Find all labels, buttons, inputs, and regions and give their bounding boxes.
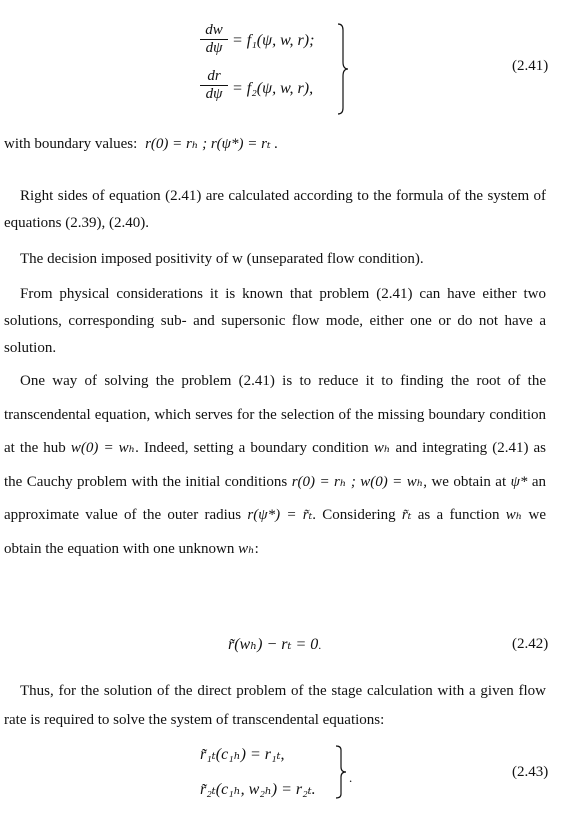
paragraph-right-sides: Right sides of equation (2.41) are calculated according to the formula of the system of equations (2.39), (2.40). [4,188,546,231]
equation-body [228,634,321,654]
inline-math: wₕ [238,540,255,557]
paragraph-physical: From physical considerations it is known that problem (2.41) can have either two solutions, corresponding sub- and supersonic flow mode, either one or do not have a solution. [4,286,546,356]
fraction-dr-dpsi [200,68,228,103]
equation-rhs-2: = f₂(ψ, w, r), [232,80,314,97]
paragraph-positivity: The decision imposed positivity of w (unseparated flow condition). [20,251,424,267]
equation-number: (2.42) [512,636,549,652]
equation-expression: r̃(wₕ) − rₜ = 0 [228,636,319,653]
inline-math: wₕ [505,507,523,523]
paragraph-text: an approximate value of the outer radius [4,473,547,523]
equation-period: . [349,770,353,785]
inline-math: r(0) = rₕ ; w(0) = wₕ [291,473,424,490]
fraction-numerator: dr [207,68,221,84]
paragraph-text: and integrating (2.41) as the Cauchy problem with the initial conditions [4,440,547,490]
inline-math: wₕ [373,440,391,456]
paragraph-text: we obtain the equation with one unknown [4,507,547,557]
equation-number: (2.41) [512,58,549,74]
paragraph-solving-method [4,365,546,566]
inline-math: r̃ₜ [401,507,412,523]
inline-math: ψ* [510,473,528,490]
paragraph-text: . Considering [312,507,396,523]
fraction-numerator: dw [205,22,223,38]
paragraph-thus: Thus, for the solution of the direct problem of the stage calculation with a given flow rate is required to solve the system of transcendental equations: [4,683,546,728]
paragraph-text: One way of solving the problem (2.41) is to reduce it to finding the root of the transcendental equation, which serves for the selection of the missing boundary condition at the hub [4,373,546,456]
equation-period: . [318,638,322,652]
right-brace-icon [336,22,350,116]
fraction-dw-dpsi [200,22,228,57]
equation-line-2: r̃₂ₜ(c₁ₕ, w₂ₕ) = r₂ₜ. [200,781,316,798]
paragraph-text: as a function [417,507,500,523]
paragraph-text: : [254,540,259,557]
boundary-math: r(0) = rₕ ; r(ψ*) = rₜ . [145,136,279,152]
paragraph-text: , we obtain at [423,473,507,490]
right-brace-icon [334,744,348,800]
paragraph-text: . Indeed, setting a boundary condition [135,440,369,456]
boundary-values-line [4,134,278,153]
equation-line-1: r̃₁ₜ(c₁ₕ) = r₁ₜ, [200,746,285,763]
fraction-denominator: dψ [205,40,223,56]
equation-number: (2.43) [512,764,549,780]
boundary-text: with boundary values: [4,136,138,152]
fraction-denominator: dψ [205,86,223,102]
inline-math: r(ψ*) = r̃ₜ [247,507,313,523]
equation-rhs-1: = f₁(ψ, w, r); [232,32,315,49]
inline-math: w(0) = wₕ [70,440,136,456]
